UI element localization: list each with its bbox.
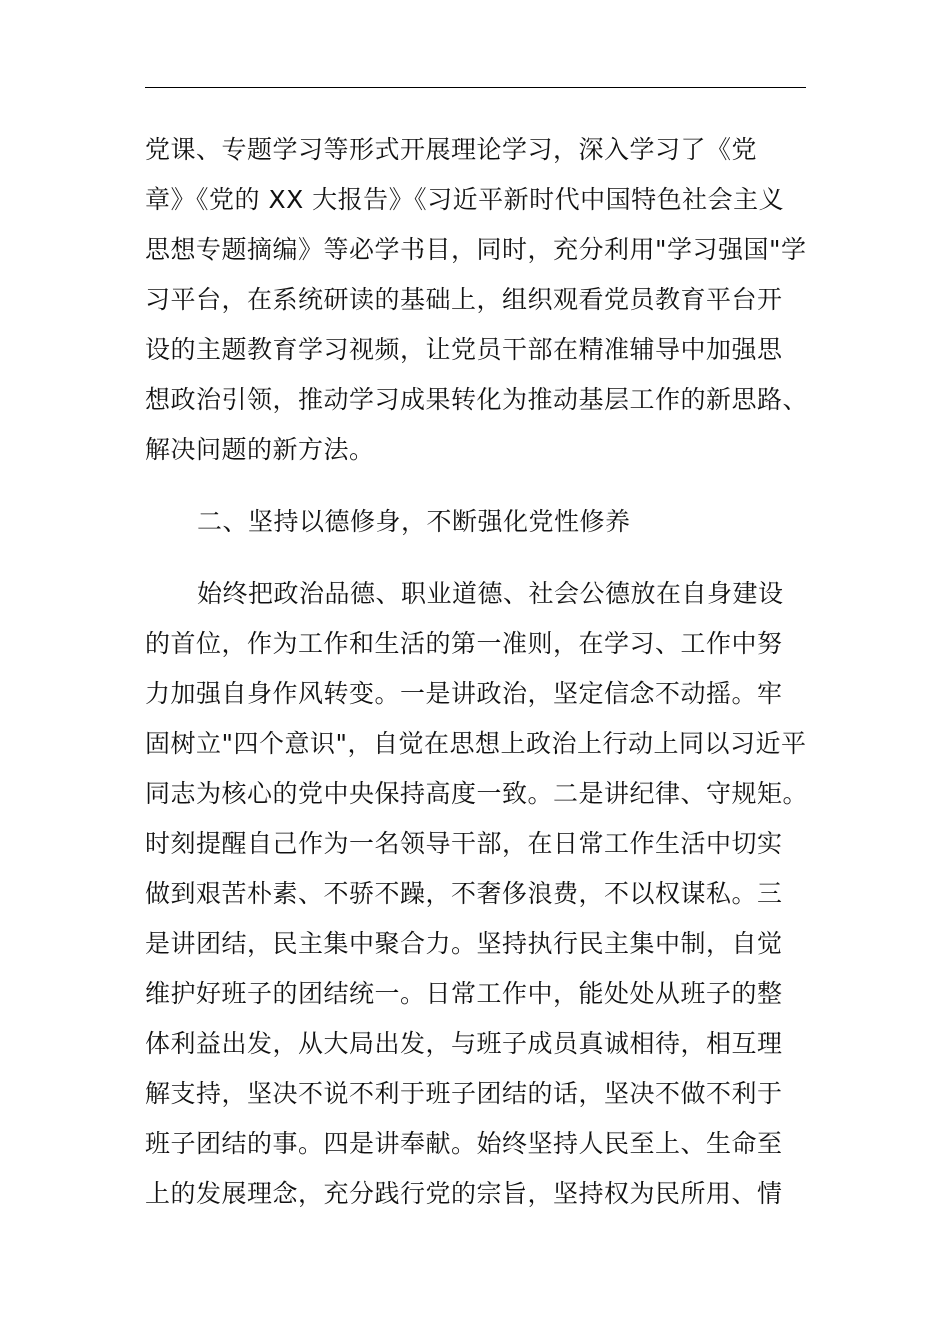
text-line: 维护好班子的团结统一。日常工作中，能处处从班子的整 [145, 979, 783, 1008]
text-line: 时刻提醒自己作为一名领导干部，在日常工作生活中切实 [145, 829, 783, 858]
text-line: 做到艰苦朴素、不骄不躁，不奢侈浪费，不以权谋私。三 [145, 879, 783, 908]
paragraph-gap [145, 475, 810, 497]
text-line: 章》《党的 XX 大报告》《习近平新时代中国特色社会主义 [145, 185, 785, 214]
text-line: 解支持，坚决不说不利于班子团结的话，坚决不做不利于 [145, 1079, 783, 1108]
header-rule [145, 87, 806, 88]
text-line: 固树立"四个意识"，自觉在思想上政治上行动上同以习近平 [145, 729, 807, 758]
paragraph [145, 125, 810, 475]
text-line: 始终把政治品德、职业道德、社会公德放在自身建设 [197, 579, 784, 608]
text-line: 上的发展理念，充分践行党的宗旨，坚持权为民所用、情 [145, 1179, 783, 1208]
text-line: 是讲团结，民主集中聚合力。坚持执行民主集中制，自觉 [145, 929, 783, 958]
text-line: 体利益出发，从大局出发，与班子成员真诚相待，相互理 [145, 1029, 783, 1058]
text-line: 设的主题教育学习视频，让党员干部在精准辅导中加强思 [145, 335, 783, 364]
section-heading: 二、坚持以德修身，不断强化党性修养 [197, 507, 631, 536]
text-line: 思想专题摘编》等必学书目，同时，充分利用"学习强国"学 [145, 235, 807, 264]
text-line: 习平台，在系统研读的基础上，组织观看党员教育平台开 [145, 285, 783, 314]
paragraph [145, 569, 810, 1219]
text-line: 同志为核心的党中央保持高度一致。二是讲纪律、守规矩。 [145, 779, 809, 808]
text-line: 力加强自身作风转变。一是讲政治，坚定信念不动摇。牢 [145, 679, 783, 708]
text-line: 班子团结的事。四是讲奉献。始终坚持人民至上、生命至 [145, 1129, 783, 1158]
text-line: 想政治引领，推动学习成果转化为推动基层工作的新思路、 [145, 385, 809, 414]
paragraph-gap [145, 547, 810, 569]
document-body [145, 125, 810, 1219]
text-line: 的首位，作为工作和生活的第一准则，在学习、工作中努 [145, 629, 783, 658]
text-line: 党课、专题学习等形式开展理论学习，深入学习了《党 [145, 135, 758, 164]
text-line: 解决问题的新方法。 [145, 435, 375, 464]
